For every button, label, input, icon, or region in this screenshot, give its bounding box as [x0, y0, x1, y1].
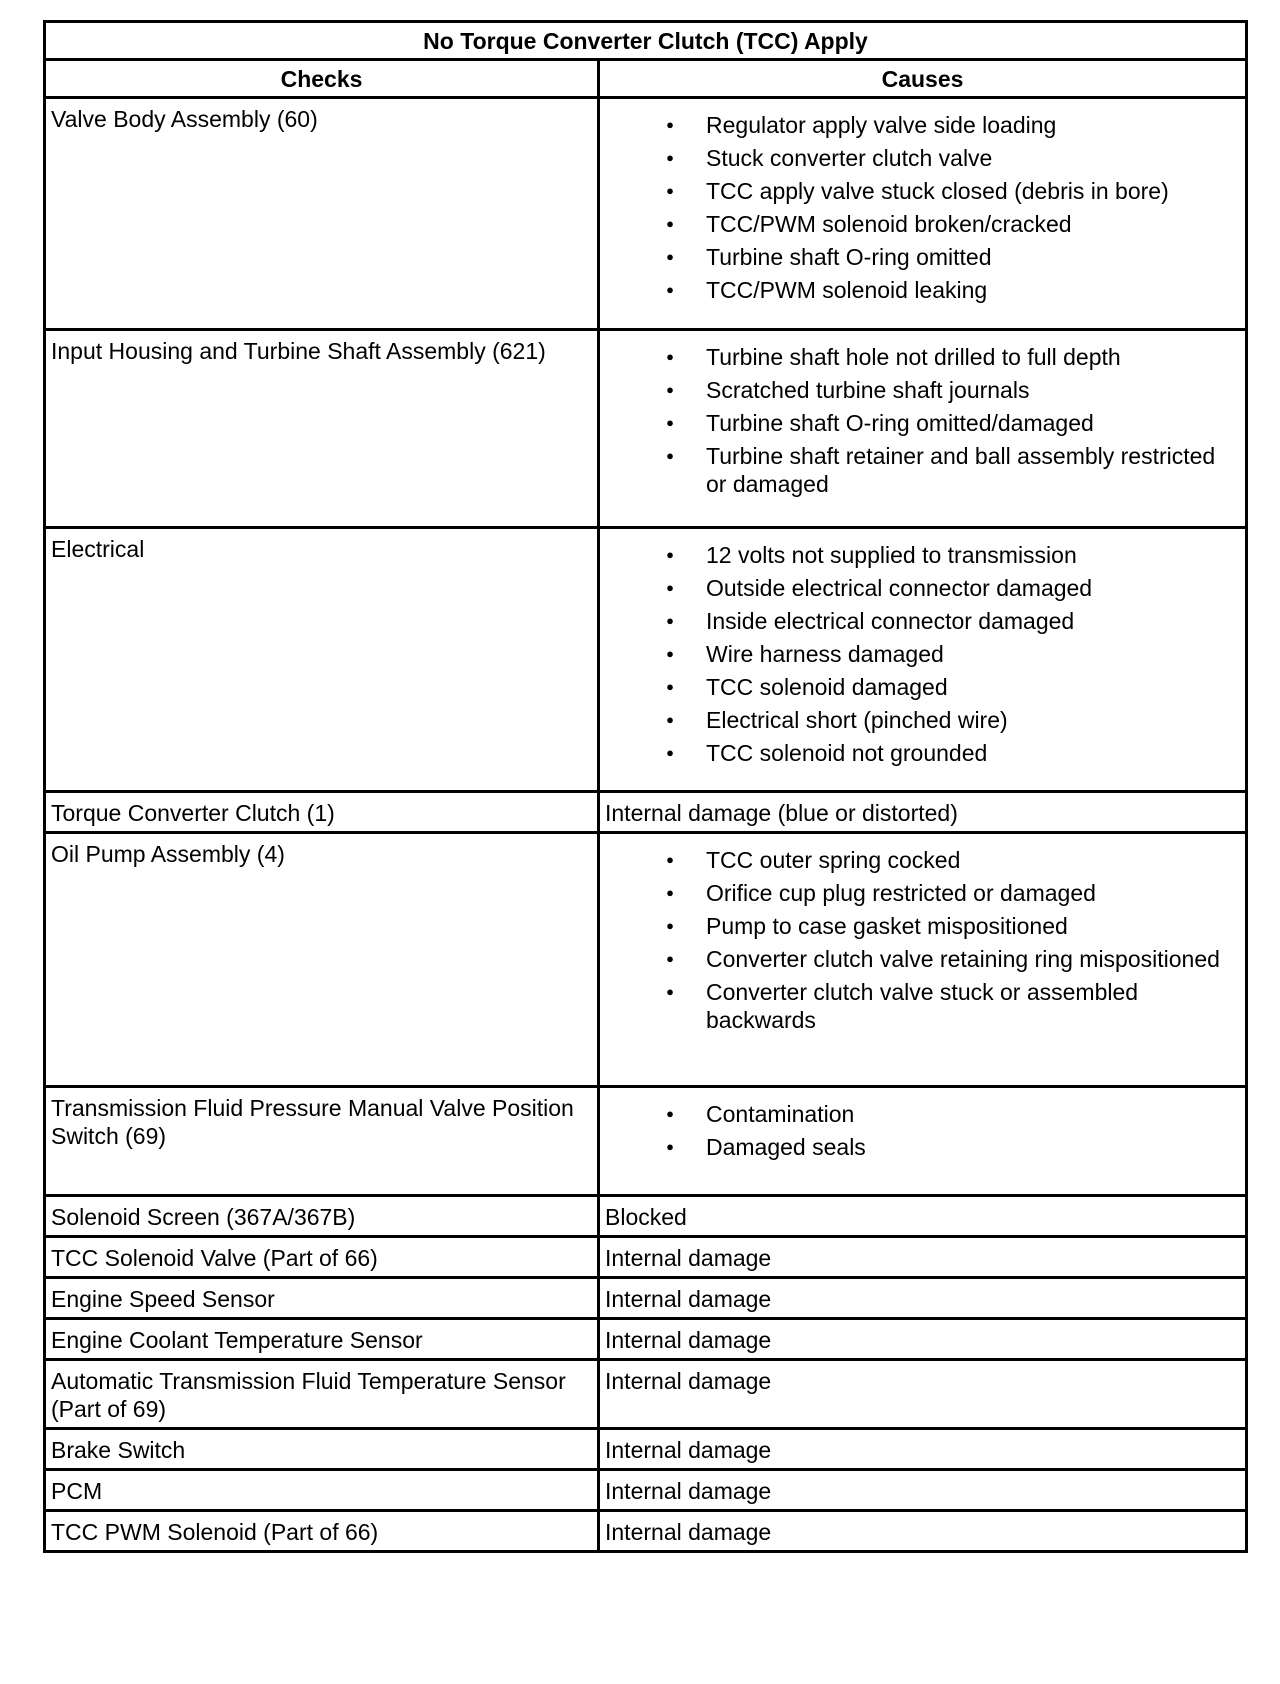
cause-text: Converter clutch valve stuck or assembled backwards [706, 979, 1139, 1033]
causes-header: Causes [599, 60, 1247, 98]
check-text: Automatic Transmission Fluid Temperature Sensor (Part of 69) [51, 1368, 566, 1422]
check-text: TCC PWM Solenoid (Part of 66) [51, 1519, 379, 1545]
cause-list [605, 1100, 1241, 1161]
cause-text: Turbine shaft retainer and ball assembly restricted or damaged [706, 443, 1216, 497]
bullet-icon: ● [666, 712, 674, 727]
cause-item [605, 1100, 1241, 1128]
cause-text: TCC outer spring cocked [706, 847, 961, 873]
cause-text: Internal damage [605, 1478, 772, 1504]
table-row [45, 528, 1247, 792]
table-row [45, 833, 1247, 1087]
table-row [45, 1511, 1247, 1552]
cause-text: Stuck converter clutch valve [706, 145, 993, 171]
check-text: Input Housing and Turbine Shaft Assembly (621) [51, 338, 546, 364]
cause-text: Pump to case gasket mispositioned [706, 913, 1068, 939]
cause-text: Regulator apply valve side loading [706, 112, 1057, 138]
check-text: Brake Switch [51, 1437, 186, 1463]
cause-item [605, 376, 1241, 404]
cause-text: Internal damage [605, 1519, 772, 1545]
bullet-icon: ● [666, 951, 674, 966]
table-body [45, 98, 1247, 1552]
cause-item [605, 978, 1241, 1034]
cause-item [605, 607, 1241, 635]
bullet-icon: ● [666, 984, 674, 999]
cause-text: Scratched turbine shaft journals [706, 377, 1030, 403]
cause-text: Electrical short (pinched wire) [706, 707, 1008, 733]
check-cell [45, 98, 599, 330]
cause-item [605, 1133, 1241, 1161]
check-cell [45, 1278, 599, 1319]
bullet-icon: ● [666, 646, 674, 661]
cause-list [605, 111, 1241, 304]
cause-item [605, 574, 1241, 602]
cause-cell [599, 1319, 1247, 1360]
check-text: PCM [51, 1478, 103, 1504]
cause-cell [599, 1360, 1247, 1429]
cause-text: Internal damage [605, 1245, 772, 1271]
cause-cell [599, 1237, 1247, 1278]
bullet-icon: ● [666, 150, 674, 165]
cause-item [605, 673, 1241, 701]
bullet-icon: ● [666, 1139, 674, 1154]
cause-cell [599, 1470, 1247, 1511]
check-cell [45, 1319, 599, 1360]
check-text: Torque Converter Clutch (1) [51, 800, 335, 826]
cause-cell [599, 528, 1247, 792]
check-cell [45, 1470, 599, 1511]
cause-text: TCC solenoid not grounded [706, 740, 988, 766]
cause-item [605, 846, 1241, 874]
cause-text: TCC apply valve stuck closed (debris in bore) [706, 178, 1169, 204]
table-title: No Torque Converter Clutch (TCC) Apply [45, 22, 1247, 60]
cause-item [605, 177, 1241, 205]
cause-text: Turbine shaft O-ring omitted [706, 244, 992, 270]
cause-cell [599, 1278, 1247, 1319]
cause-list [605, 541, 1241, 767]
cause-item [605, 276, 1241, 304]
check-cell [45, 528, 599, 792]
bullet-icon: ● [666, 852, 674, 867]
cause-text: Blocked [605, 1204, 687, 1230]
check-text: Valve Body Assembly (60) [51, 106, 318, 132]
table-row [45, 1087, 1247, 1196]
cause-item [605, 409, 1241, 437]
bullet-icon: ● [666, 679, 674, 694]
cause-item [605, 210, 1241, 238]
cause-item [605, 945, 1241, 973]
table-row [45, 1429, 1247, 1470]
cause-text: TCC solenoid damaged [706, 674, 948, 700]
check-cell [45, 1511, 599, 1552]
cause-text: Internal damage (blue or distorted) [605, 800, 958, 826]
cause-list [605, 343, 1241, 498]
cause-list [605, 846, 1241, 1034]
check-cell [45, 1237, 599, 1278]
cause-text: Damaged seals [706, 1134, 866, 1160]
table-row [45, 1278, 1247, 1319]
cause-text: Internal damage [605, 1327, 772, 1353]
cause-item [605, 243, 1241, 271]
cause-cell [599, 1511, 1247, 1552]
cause-text: Inside electrical connector damaged [706, 608, 1075, 634]
cause-item [605, 739, 1241, 767]
bullet-icon: ● [666, 580, 674, 595]
cause-item [605, 912, 1241, 940]
bullet-icon: ● [666, 885, 674, 900]
table-row [45, 792, 1247, 833]
cause-text: Orifice cup plug restricted or damaged [706, 880, 1096, 906]
cause-text: Wire harness damaged [706, 641, 944, 667]
check-text: Solenoid Screen (367A/367B) [51, 1204, 356, 1230]
cause-text: Internal damage [605, 1286, 772, 1312]
cause-cell [599, 330, 1247, 528]
table-row [45, 1360, 1247, 1429]
check-cell [45, 1360, 599, 1429]
cause-item [605, 640, 1241, 668]
bullet-icon: ● [666, 183, 674, 198]
check-cell [45, 330, 599, 528]
bullet-icon: ● [666, 415, 674, 430]
cause-item [605, 343, 1241, 371]
cause-text: Turbine shaft hole not drilled to full depth [706, 344, 1121, 370]
bullet-icon: ● [666, 1106, 674, 1121]
title-row [45, 22, 1247, 60]
cause-text: Outside electrical connector damaged [706, 575, 1093, 601]
bullet-icon: ● [666, 216, 674, 231]
table-row [45, 1470, 1247, 1511]
check-cell [45, 792, 599, 833]
bullet-icon: ● [666, 349, 674, 364]
bullet-icon: ● [666, 249, 674, 264]
bullet-icon: ● [666, 282, 674, 297]
bullet-icon: ● [666, 547, 674, 562]
cause-text: 12 volts not supplied to transmission [706, 542, 1077, 568]
cause-text: TCC/PWM solenoid leaking [706, 277, 988, 303]
cause-item [605, 111, 1241, 139]
cause-cell [599, 1196, 1247, 1237]
bullet-icon: ● [666, 745, 674, 760]
table-row [45, 1319, 1247, 1360]
bullet-icon: ● [666, 613, 674, 628]
bullet-icon: ● [666, 918, 674, 933]
cause-item [605, 541, 1241, 569]
cause-text: Contamination [706, 1101, 855, 1127]
cause-item [605, 879, 1241, 907]
header-row [45, 60, 1247, 98]
cause-item [605, 442, 1241, 498]
cause-cell [599, 792, 1247, 833]
bullet-icon: ● [666, 382, 674, 397]
cause-cell [599, 1429, 1247, 1470]
check-text: Oil Pump Assembly (4) [51, 841, 285, 867]
table-row [45, 1196, 1247, 1237]
table-row [45, 1237, 1247, 1278]
tcc-diagnosis-table [43, 20, 1248, 1553]
check-cell [45, 1196, 599, 1237]
checks-header: Checks [45, 60, 599, 98]
table-row [45, 330, 1247, 528]
cause-cell [599, 1087, 1247, 1196]
cause-cell [599, 833, 1247, 1087]
cause-cell [599, 98, 1247, 330]
cause-text: Internal damage [605, 1437, 772, 1463]
bullet-icon: ● [666, 448, 674, 463]
cause-text: Internal damage [605, 1368, 772, 1394]
check-text: Transmission Fluid Pressure Manual Valve Position Switch (69) [51, 1095, 574, 1149]
table-row [45, 98, 1247, 330]
bullet-icon: ● [666, 117, 674, 132]
cause-item [605, 144, 1241, 172]
cause-text: TCC/PWM solenoid broken/cracked [706, 211, 1072, 237]
cause-text: Converter clutch valve retaining ring mispositioned [706, 946, 1220, 972]
cause-item [605, 706, 1241, 734]
check-text: Engine Speed Sensor [51, 1286, 275, 1312]
check-text: Engine Coolant Temperature Sensor [51, 1327, 423, 1353]
check-text: TCC Solenoid Valve (Part of 66) [51, 1245, 378, 1271]
check-cell [45, 833, 599, 1087]
check-cell [45, 1087, 599, 1196]
check-text: Electrical [51, 536, 145, 562]
cause-text: Turbine shaft O-ring omitted/damaged [706, 410, 1094, 436]
check-cell [45, 1429, 599, 1470]
